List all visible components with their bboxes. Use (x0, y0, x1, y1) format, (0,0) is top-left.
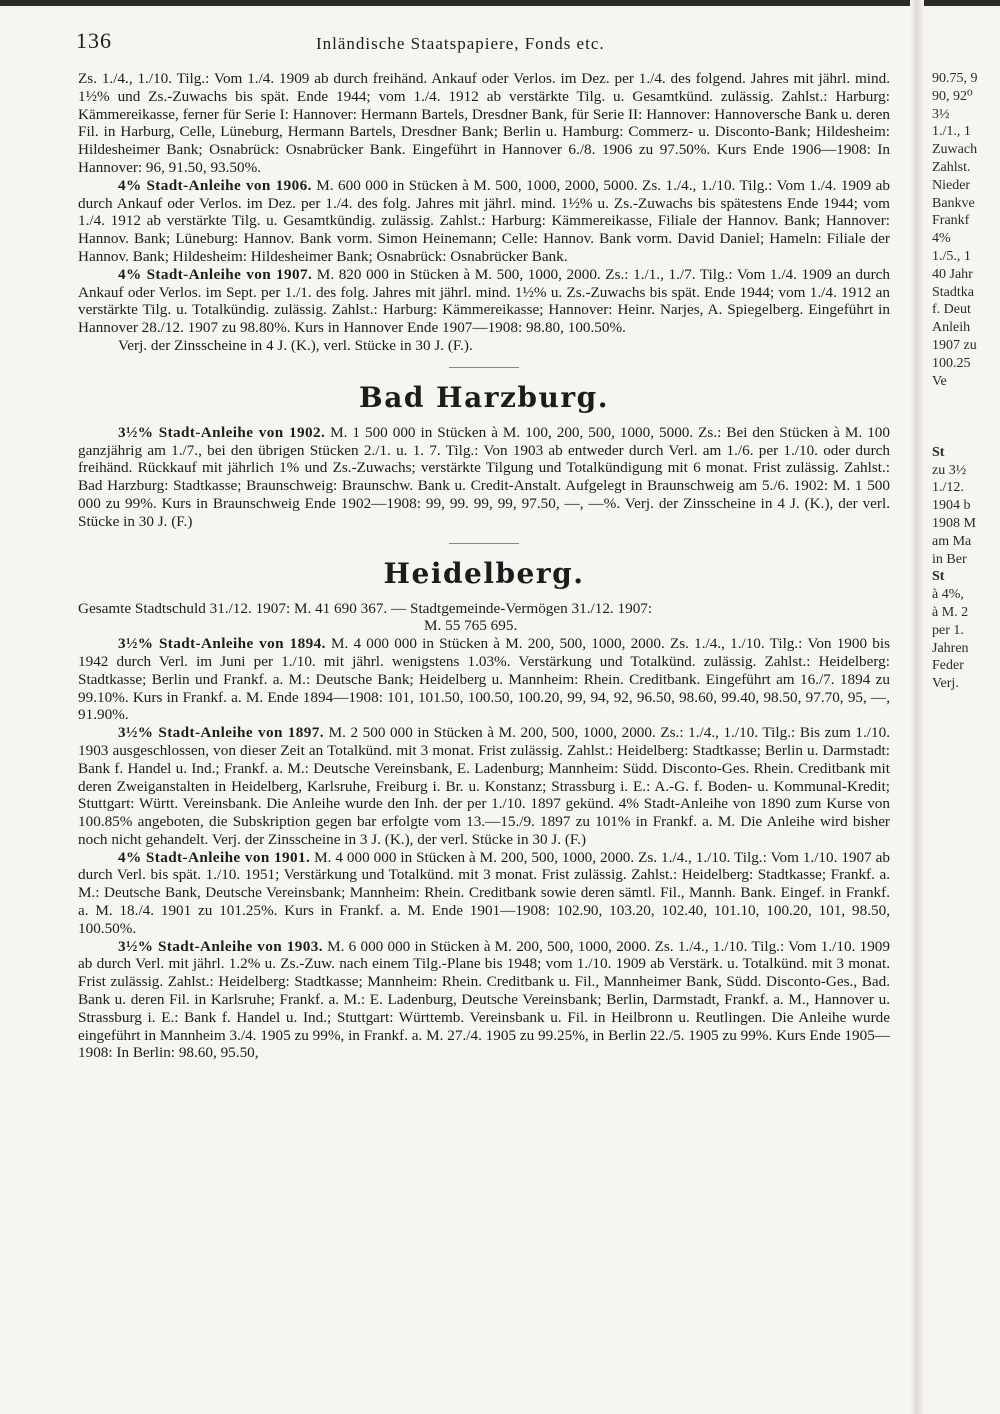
page-header (76, 24, 896, 60)
prescription-note: Verj. der Zinsscheine in 4 J. (K.), verl. Stücke in 30 J. (F.). (118, 336, 473, 354)
adjacent-line: f. Deut (932, 302, 971, 318)
adjacent-line: Frankf (932, 213, 970, 229)
adjacent-line: à 4%, (932, 587, 964, 603)
adjacent-line: per 1. (932, 622, 964, 638)
bond-entry-title: 3½% Stadt-Anleihe von 1902. (118, 423, 326, 441)
adjacent-line: 1907 zu (932, 337, 977, 353)
bond-entry-text: M. 820 000 in Stücken à M. 500, 1000, 2000. Zs.: 1./1., 1./7. Tilg.: Vom 1./4. 1909 an durch Ankauf oder Verlos. im Sept. per 1./1. des folg. Jahres mit jährl. mind. 1½% u. Zs.-Zuwachs bis spät. Ende 1944; vom 1./4. 1912 an verstärkte Tilg. u. Totalkündig. zulässig. Zahlst.: Harburg: Kämmereikasse; Hannover: Heinr. Narjes, A. Spiegelberg. Eingeführt in Hannover 28./12. 1907 zu 98.80%. Kurs in Hannover Ende 1907—1908: 98.80, 100.50%. (78, 265, 890, 337)
adjacent-line: 1./5., 1 (932, 248, 971, 264)
continuation-paragraph: Zs. 1./4., 1./10. Tilg.: Vom 1./4. 1909 ab durch freihänd. Ankauf oder Verlos. im Dez. per 1./4. des folgend. Jahres mit jährl. mind. 1½% und Zs.-Zuwachs bis spät. Ende 1944; vom 1./4. 1912 ab verstärkte Tilg. u. Gesamtkünd. zulässig. Zahlst.: Harburg: Kämmereikasse, ferner für Serie I: Hannover: Hermann Bartels, Dresdner Bank, für Serie II: Hannover: Hannoversche Bank u. deren Fil. in Harburg, Celle, Lüneburg, Hermann Bartels, Dresdner Bank; Berlin u. Hamburg: Commerz- u. Disconto-Bank; Hildesheim: Hildesheimer Bank; Osnabrück: Osnabrücker Bank. Eingeführt in Hannover 6./8. 1906 zu 97.50%. Kurs Ende 1906—1908: In Hannover: 96, 91.50, 93.50%. (78, 70, 890, 176)
bond-entry-heidelberg-1897 (78, 724, 890, 849)
adjacent-line: am Ma (932, 533, 972, 549)
adjacent-line: Feder (932, 658, 964, 674)
adjacent-line: 40 Jahr (932, 266, 973, 282)
section-divider (449, 367, 519, 368)
bond-entry-title: 3½% Stadt-Anleihe von 1897. (118, 724, 324, 742)
heidelberg-intro-value: M. 55 765 695. (424, 617, 518, 635)
adjacent-line: Zahlst. (932, 159, 971, 175)
bond-entry-title: 3½% Stadt-Anleihe von 1894. (118, 635, 326, 653)
heidelberg-intro: Gesamte Stadtschuld 31./12. 1907: M. 41 690 367. — Stadtgemeinde-Vermögen 31./12. 1907: (78, 599, 653, 617)
bond-entry-title: 4% Stadt-Anleihe von 1901. (118, 848, 311, 866)
section-divider (449, 543, 519, 544)
adjacent-line: Zuwach (932, 142, 978, 158)
bond-entry-text: M. 6 000 000 in Stücken à M. 200, 500, 1000, 2000. Zs. 1./4., 1./10. Tilg.: Vom 1./10. 1909 ab durch Verl. mit jährl. 1.2% u. Zs.-Zuw. nach einem Tilg.-Plane bis 1948; vom 1./10. 1909 ab Verstärk. u. Totalkünd. mit 3 monat. Frist zulässig. Zahlst.: Heidelberg: Stadtkasse; Mannheim: Rhein. Creditbank u. Fil., Mannheimer Bank, Südd. Disconto-Ges., Bad. Bank u. deren Fil. in Karlsruhe; Frankf. a. M.: E. Ladenburg, Deutsche Vereinsbank; Berlin, Darmstadt, Frankf. a. M., Hannover u. Strassburg i. E.: Bank f. Handel u. Ind.; Stuttgart: Württemb. Vereinsbank u. Fil. in Heilbronn u. Reutlingen. Die Anleihe wurde eingeführt in Mannheim 3./4. 1905 zu 99%, in Frankf. a. M. 27./4. 1905 zu 99.25%, in Berlin 22./5. 1905 zu 99%. Kurs Ende 1905—1908: In Berlin: 98.60, 95.50, (78, 937, 890, 1062)
adjacent-page-column (932, 70, 1000, 693)
bond-entry-harzburg-1902 (78, 424, 890, 531)
adjacent-line: Ve (932, 373, 947, 389)
bond-entry-title: 3½% Stadt-Anleihe von 1903. (118, 937, 323, 955)
bond-entry-heidelberg-1901 (78, 849, 890, 938)
city-heading-bad-harzburg: Bad Harzburg. (359, 380, 609, 414)
bond-entry-text: M. 600 000 in Stücken à M. 500, 1000, 2000, 5000. Zs. 1./4., 1./10. Tilg.: Vom 1./4. 1909 ab durch Ankauf oder Verlos. im Dez. per 1./4. des folg. Jahres mit jährl. mind. 1½% u. Zs.-Zuwachs bis spätestens Ende 1944; vom 1./4. 1912 ab verstärkte Tilg. u. Gesamtkündig. zulässig. Zahlst.: Harburg: Kämmereikasse, Filiale der Hannov. Bank; Hannover: Hannov. Bank; Lüneburg: Hannov. Bank vorm. Simon Heinemann; Celle: Hannov. Bank vorm. David Daniel; Hameln: Filiale der Hannov. Bank; Hildesheim: Hildesheimer Bank; Osnabrück: Osnabrücker Bank. (78, 176, 890, 265)
adjacent-line: in Ber (932, 551, 967, 567)
bond-entry-text: M. 2 500 000 in Stücken à M. 200, 500, 1000, 2000. Zs.: 1./4., 1./10. Tilg.: Bis zum 1./10. 1903 ausgeschlossen, von dieser Zeit an Totalkünd. mit 3 monat. Frist zulässig. Zahlst.: Heidelberg: Stadtkasse; Berlin u. Darmstadt: Bank f. Handel u. Ind.; Frankf. a. M.: Deutsche Vereinsbank, E. Ladenburg; Mannheim: Südd. Disconto-Ges. Rhein. Creditbank mit deren Zweiganstalten in Heidelberg, Karlsruhe, Freiburg i. Br. u. Konstanz; Strassburg i. E.: A.-G. f. Boden- u. Kommunal-Kredit; Stuttgart: Württ. Vereinsbank. Die Anleihe wurde den Inh. der per 1./10. 1897 gekünd. 4% Stadt-Anleihe von 1890 zum Kurse von 100.85% angeboten, die Subskription gegen bar erfolgte vom 13.—15./9. 1897 zu 101% in Frankf. a. M. Die Anleihe wird bisher noch nicht gehandelt. Verj. der Zinsscheine in 3 J. (K.), der verl. Stücke in 30 J. (F.) (78, 724, 890, 848)
adjacent-line: 90, 92⁰ (932, 88, 973, 104)
adjacent-line: Nieder (932, 177, 971, 193)
adjacent-line: à M. 2 (932, 604, 969, 620)
adjacent-line: Jahren (932, 640, 969, 656)
main-column (78, 70, 890, 1062)
adjacent-line: 1./1., 1 (932, 124, 971, 140)
bond-entry-title: 4% Stadt-Anleihe von 1907. (118, 265, 313, 283)
adjacent-line: Bankve (932, 195, 975, 211)
bond-entry-text: M. 1 500 000 in Stücken à M. 100, 200, 500, 1000, 5000. Zs.: Bei den Stücken à M. 100 ganzjährig am 1./7., bei den übrigen Stücken 2./1. u. 1. 7. Tilg.: Von 1903 ab entweder durch Verl. am 1./6. per 1./10. oder durch freihänd. Rückkauf mit jährlich 1% und Zs.-Zuwachs; verstärkte Tilgung und Totalkündigung mit 6 monat. Frist zulässig. Zahlst.: Bad Harzburg: Stadtkasse; Braunschweig: Braunschw. Bank u. Credit-Anstalt. Aufgelegt in Braunschweig am 5./6. 1902: M. 1 500 000 zu 99%. Kurs in Braunschweig Ende 1902—1908: 99, 99. 99, 99, 97.50, —, —%. Verj. der Zinsscheine in 4 J. (K.), der verl. Stücke in 30 J. (F.) (78, 423, 890, 530)
city-heading-heidelberg: Heidelberg. (383, 556, 585, 590)
bond-entry-harburg-1907 (78, 266, 890, 337)
running-head: Inländische Staatspapiere, Fonds etc. (316, 34, 605, 53)
adjacent-line: Verj. (932, 676, 959, 692)
adjacent-line: 3½ (932, 106, 950, 122)
adjacent-line: 100.25 (932, 355, 971, 371)
page-number: 136 (76, 28, 112, 53)
adjacent-line: Anleih (932, 320, 971, 336)
adjacent-line: zu 3½ (932, 462, 967, 478)
adjacent-line: 4% (932, 231, 951, 247)
adjacent-line: 1904 b (932, 498, 971, 514)
adjacent-line: St (932, 569, 945, 585)
scan-top-edge (0, 0, 1000, 6)
bond-entry-text: M. 4 000 000 in Stücken à M. 200, 500, 1000, 2000. Zs. 1./4., 1./10. Tilg.: Vom 1./10. 1907 ab durch Verl. bis spät. 1./10. 1951; Verstärkung und Totalkünd. mit 3 monat. Frist zulässig. Zahlst.: Heidelberg: Stadtkasse; Frankf. a. M.: Deutsche Bank, Deutsche Vereinsbank; Mannheim: Rhein. Creditbank sowie deren sämtl. Fil., Mannh. Bank. Eingef. in Frankf. a. M. 18./4. 1901 zu 101.25%. Kurs in Frankf. a. M. Ende 1901—1908: 102.90, 103.20, 102.40, 101.10, 100.20, 101, 98.50, 100.50%. (78, 848, 890, 937)
bond-entry-text: M. 4 000 000 in Stücken à M. 200, 500, 1000, 2000. Zs. 1./4., 1./10. Tilg.: Von 1900 bis 1942 durch Verl. im Juni per 1./10. mit jährl. wenigstens 1.03%. Verstärkung und Totalkünd. zulässig. Zahlst.: Heidelberg: Stadtkasse; Berlin und Frankf. a. M.: Deutsche Bank; Heidelberg u. Mannheim: Rhein. Creditbank. Eingeführt am 16./7. 1894 zu 99.10%. Kurs in Frankf. a. M. Ende 1894—1908: 101, 101.50, 100.50, 100.20, 99, 94, 92, 96.50, 98.60, 99.40, 98.50, 97.70, 95, —, 91.90%. (78, 635, 890, 724)
adjacent-line (932, 426, 1000, 444)
bond-entry-heidelberg-1903 (78, 938, 890, 1063)
bond-entry-harburg-1906 (78, 177, 890, 266)
bond-entry-heidelberg-1894 (78, 635, 890, 724)
adjacent-line: 90.75, 9 (932, 71, 978, 86)
adjacent-line: 1908 M (932, 515, 976, 531)
bond-entry-title: 4% Stadt-Anleihe von 1906. (118, 176, 312, 194)
adjacent-line (932, 390, 1000, 408)
adjacent-line: 1./12. (932, 480, 964, 496)
adjacent-line: Stadtka (932, 284, 974, 300)
page-gutter (910, 0, 924, 1414)
adjacent-line (932, 408, 1000, 426)
adjacent-line: St (932, 444, 945, 460)
